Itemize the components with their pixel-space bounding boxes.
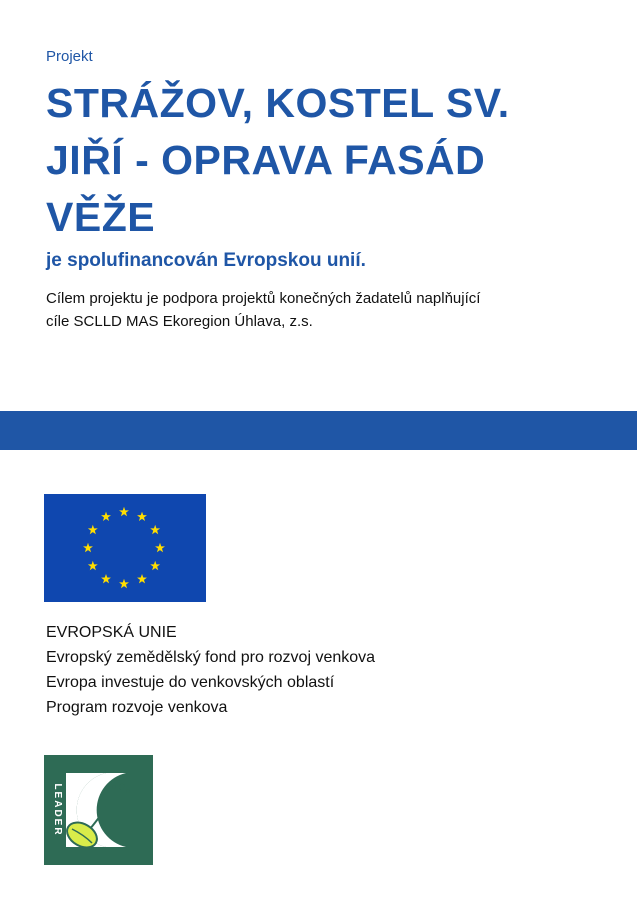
description-line-1: Cílem projektu je podpora projektů konečných žadatelů naplňující: [46, 290, 481, 307]
eu-line-fund: Evropský zemědělský fond pro rozvoj venkova: [46, 649, 376, 666]
description-line-2: cíle SCLLD MAS Ekoregion Úhlava, z.s.: [46, 313, 313, 330]
project-title-line-3: VĚŽE: [46, 194, 156, 240]
eu-flag-icon: [44, 494, 206, 602]
blue-divider-band: [0, 411, 637, 450]
eu-funding-text: [46, 620, 375, 720]
cofinancing-statement: je spolufinancován Evropskou unií.: [46, 250, 366, 271]
project-title-line-1: STRÁŽOV, KOSTEL SV.: [46, 80, 510, 126]
eu-line-union: EVROPSKÁ UNIE: [46, 624, 177, 641]
project-title-line-2: JIŘÍ - OPRAVA FASÁD: [46, 137, 486, 183]
leader-logo-text: LEADER: [52, 783, 63, 837]
project-description: [46, 287, 606, 333]
project-title: [46, 75, 606, 246]
project-label: Projekt: [46, 48, 93, 65]
eu-line-invest: Evropa investuje do venkovských oblastí: [46, 674, 335, 691]
eu-line-program: Program rozvoje venkova: [46, 699, 228, 716]
leader-logo-icon: [44, 755, 153, 865]
